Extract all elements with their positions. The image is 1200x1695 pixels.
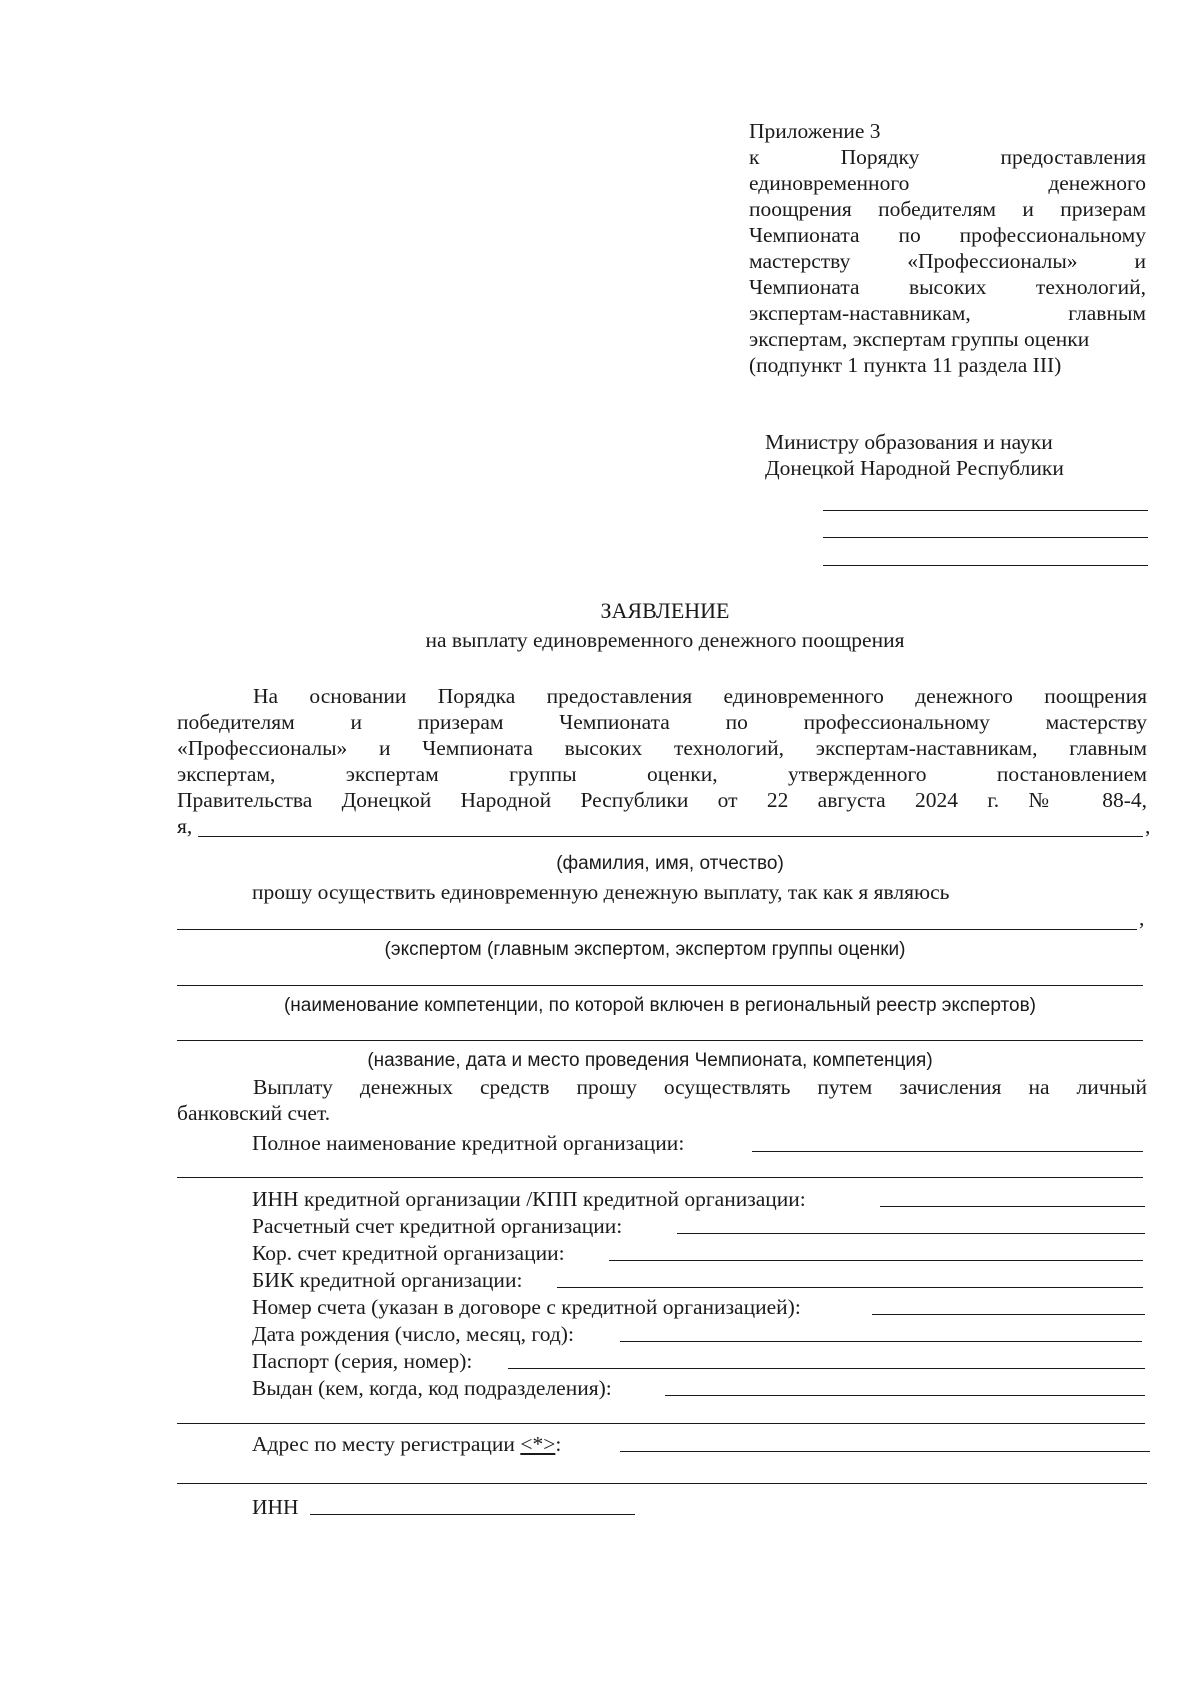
address-field-continued[interactable] [177, 1483, 1147, 1484]
account-number-label: Номер счета (указан в договоре с кредитной организацией): [252, 1295, 801, 1319]
paragraph-line: победителям и призерам Чемпионата по профессиональному мастерству [177, 710, 1147, 734]
appendix-line: Чемпионата высоких технологий, [749, 275, 1146, 299]
bank-name-row [252, 1130, 684, 1156]
appendix-line: (подпункт 1 пункта 11 раздела III) [749, 353, 1062, 377]
bik-label: БИК кредитной организации: [252, 1268, 523, 1292]
document-title: ЗАЯВЛЕНИЕ [600, 598, 730, 623]
request-comma: , [1139, 906, 1145, 930]
passport-label: Паспорт (серия, номер): [252, 1349, 473, 1373]
inn-field[interactable] [310, 1514, 635, 1515]
paragraph-line: экспертам, экспертам группы оценки, утвержденного постановлением [177, 762, 1147, 786]
settlement-account-field[interactable] [677, 1233, 1145, 1234]
address-row [252, 1431, 561, 1457]
addressee-line: Министру образования и науки [765, 430, 1053, 454]
paragraph-line: банковский счет. [177, 1101, 331, 1125]
addressee-line: Донецкой Народной Республики [765, 456, 1064, 480]
inn-kpp-label: ИНН кредитной организации /КПП кредитной организации: [252, 1187, 806, 1211]
appendix-line: экспертам, экспертам группы оценки [749, 327, 1090, 351]
paragraph-line: На основании Порядка предоставления единовременного денежного поощрения [253, 684, 1147, 708]
document-subtitle: на выплату единовременного денежного поощрения [425, 628, 905, 652]
caption-expert: (экспертом (главным экспертом, экспертом группы оценки) [384, 939, 906, 960]
address-field[interactable] [620, 1451, 1150, 1452]
competence-field[interactable] [177, 985, 1143, 986]
bank-name-field[interactable] [752, 1151, 1143, 1152]
issued-by-field-continued[interactable] [177, 1423, 1145, 1424]
settlement-account-label: Расчетный счет кредитной организации: [252, 1214, 623, 1238]
address-colon: : [555, 1432, 562, 1456]
appendix-line: Приложение 3 [749, 119, 881, 143]
paragraph-line: Выплату денежных средств прошу осуществлять путем зачисления на личный [253, 1075, 1147, 1099]
appendix-line: мастерству «Профессионалы» и [749, 249, 1146, 273]
caption-fio: (фамилия, имя, отчество) [556, 853, 784, 874]
fio-comma: , [1145, 814, 1151, 838]
appendix-line: единовременного денежного [749, 171, 1146, 195]
issued-by-label: Выдан (кем, когда, код подразделения): [252, 1376, 612, 1400]
passport-field[interactable] [508, 1368, 1145, 1369]
birth-date-label: Дата рождения (число, месяц, год): [252, 1322, 574, 1346]
bik-row [252, 1267, 522, 1293]
settlement-account-row [252, 1213, 622, 1239]
account-number-field[interactable] [872, 1314, 1145, 1315]
addressee-block [765, 429, 1155, 481]
corr-account-field[interactable] [609, 1260, 1143, 1261]
fio-field[interactable] [198, 836, 1143, 837]
paragraph-line: Правительства Донецкой Народной Республики от 22 августа 2024 г. № 88-4, [177, 788, 1147, 812]
ya-label: я, [177, 814, 193, 838]
caption-championship: (название, дата и место проведения Чемпионата, компетенция) [367, 1050, 933, 1071]
appendix-line: к Порядку предоставления [749, 145, 1146, 169]
birth-date-row [252, 1321, 574, 1347]
championship-field[interactable] [177, 1040, 1143, 1041]
bank-name-label: Полное наименование кредитной организации: [252, 1131, 685, 1155]
bik-field[interactable] [557, 1287, 1143, 1288]
inn-label: ИНН [252, 1495, 299, 1519]
expert-role-field[interactable] [177, 929, 1137, 930]
inn-kpp-field[interactable] [880, 1206, 1145, 1207]
appendix-line: Чемпионата по профессиональному [749, 223, 1146, 247]
bank-name-field-continued[interactable] [177, 1177, 1143, 1178]
birth-date-field[interactable] [620, 1341, 1142, 1342]
inn-row [252, 1494, 299, 1520]
account-number-row [252, 1294, 801, 1320]
caption-competence: (наименование компетенции, по которой включен в региональный реестр экспертов) [283, 995, 1036, 1016]
passport-row [252, 1348, 472, 1374]
address-label: Адрес по месту регистрации [252, 1432, 521, 1456]
inn-kpp-row [252, 1186, 806, 1212]
paragraph-payment [177, 1074, 1147, 1126]
corr-account-row [252, 1240, 565, 1266]
paragraph-line: «Профессионалы» и Чемпионата высоких технологий, экспертам-наставникам, главным [177, 736, 1147, 760]
appendix-line: экспертам-наставникам, главным [749, 301, 1146, 325]
applicant-line[interactable] [823, 510, 1148, 511]
appendix-block [749, 118, 1146, 378]
corr-account-label: Кор. счет кредитной организации: [252, 1241, 565, 1265]
request-line: прошу осуществить единовременную денежную выплату, так как я являюсь [252, 880, 950, 904]
paragraph-basis [177, 683, 1147, 813]
applicant-line[interactable] [823, 565, 1148, 566]
issued-by-field[interactable] [665, 1395, 1145, 1396]
issued-by-row [252, 1375, 612, 1401]
applicant-line[interactable] [823, 537, 1148, 538]
address-footnote-mark[interactable]: <*> [520, 1432, 556, 1456]
appendix-line: поощрения победителям и призерам [749, 197, 1146, 221]
